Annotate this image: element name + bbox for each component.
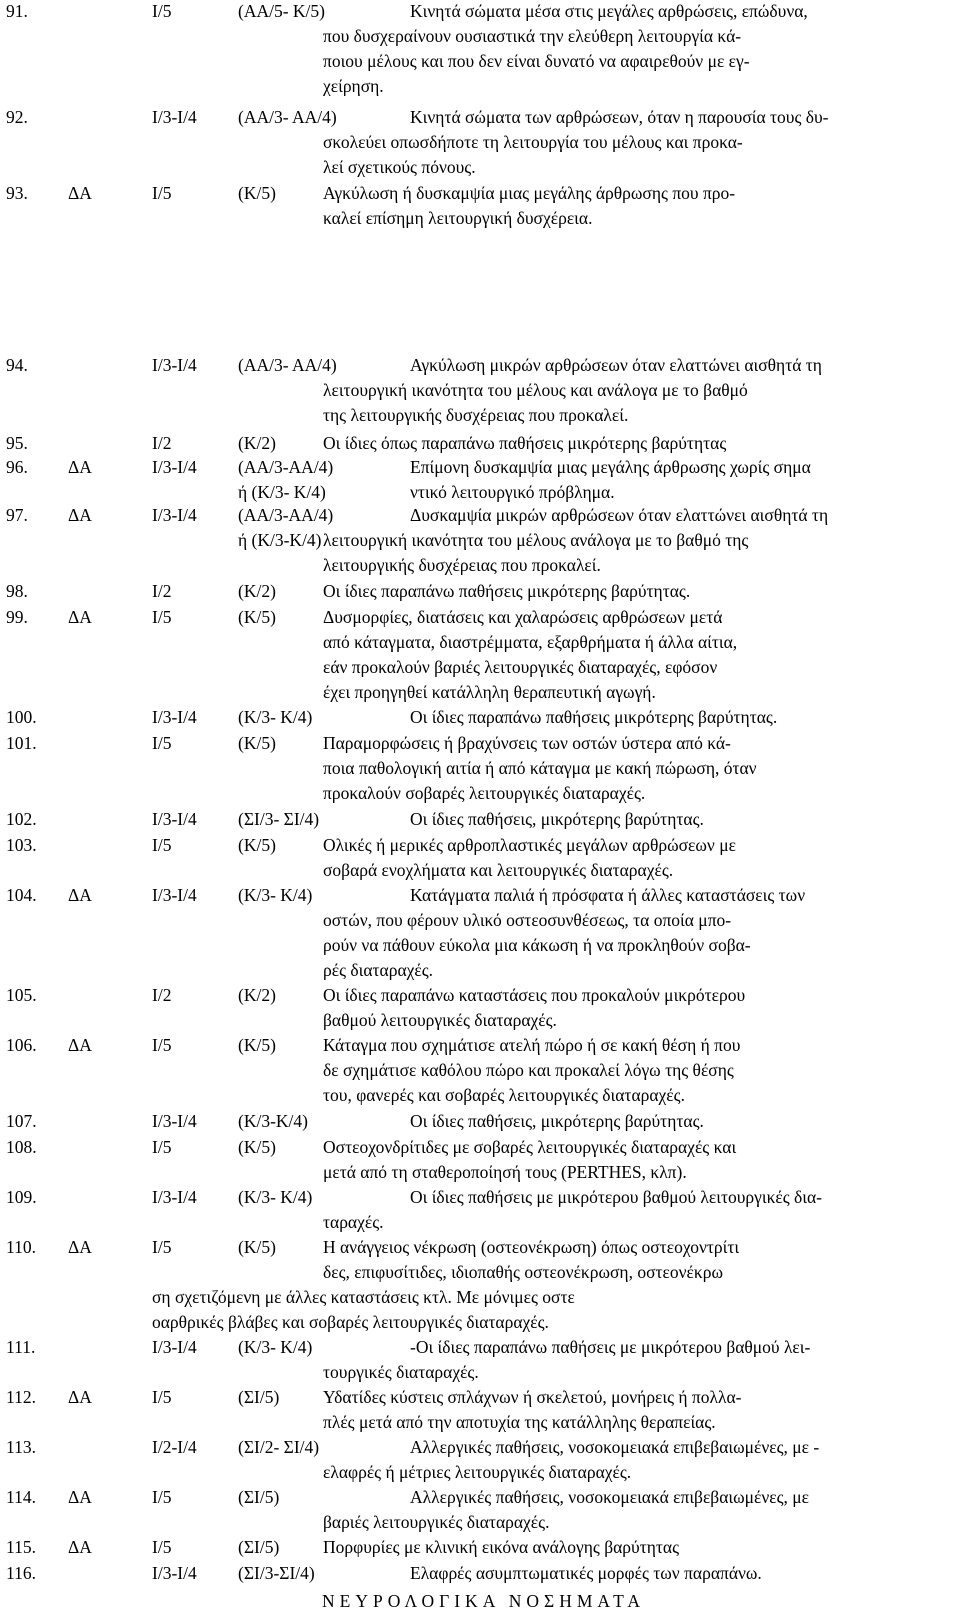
- category-code: (Κ/3-Κ/4): [238, 1111, 308, 1131]
- category-code: (Κ/5): [238, 1237, 276, 1257]
- category-code: (ΑΑ/3-ΑΑ/4): [238, 505, 334, 525]
- description-line: Αλλεργικές παθήσεις, νοσοκομειακά επιβεβαιωμένες, με -: [410, 1437, 820, 1457]
- entry-number: 92.: [6, 107, 28, 127]
- category-code: (ΣΙ/5): [238, 1537, 280, 1557]
- category-code: (Κ/5): [238, 1035, 276, 1055]
- entry-number: 93.: [6, 183, 28, 203]
- description-line: Οι ίδιες παραπάνω παθήσεις μικρότερης βαρύτητας.: [323, 581, 691, 601]
- category-code: (Κ/3- Κ/4): [238, 1337, 313, 1357]
- degree-range: Ι/2: [152, 581, 172, 601]
- description-line: Κινητά σώματα μέσα στις μεγάλες αρθρώσεις, επώδυνα,: [410, 1, 808, 21]
- entry-number: 108.: [6, 1137, 37, 1157]
- description-line: Υδατίδες κύστεις σπλάχνων ή σκελετού, μονήρεις ή πολλα-: [323, 1387, 742, 1407]
- entry-number: 97.: [6, 505, 28, 525]
- category-code-alt: ή (Κ/3- Κ/4): [238, 482, 326, 502]
- description-line: Οι ίδιες παθήσεις με μικρότερου βαθμού λειτουργικές δια-: [410, 1187, 822, 1207]
- degree-range: Ι/5: [152, 733, 172, 753]
- entry-number: 91.: [6, 1, 28, 21]
- entry-number: 114.: [6, 1487, 36, 1507]
- description-line: ρές διαταραχές.: [323, 960, 434, 980]
- description-line: λεί σχετικούς πόνους.: [323, 157, 476, 177]
- disability-marker: ΔΑ: [68, 1237, 92, 1257]
- disability-marker: ΔΑ: [68, 1537, 92, 1557]
- description-line: Οι ίδιες παθήσεις, μικρότερης βαρύτητας.: [410, 809, 704, 829]
- category-code: (Κ/5): [238, 183, 276, 203]
- category-code: (Κ/2): [238, 985, 276, 1005]
- description-line: Παραμορφώσεις ή βραχύνσεις των οστών ύστερα από κά-: [323, 733, 731, 753]
- description-line: Αγκύλωση ή δυσκαμψία μιας μεγάλης άρθρωσης που προ-: [323, 183, 736, 203]
- degree-range: Ι/3-Ι/4: [152, 355, 197, 375]
- category-code: (Κ/3- Κ/4): [238, 707, 313, 727]
- degree-range: Ι/5: [152, 1237, 172, 1257]
- entry-number: 101.: [6, 733, 37, 753]
- category-code: (ΑΑ/3- ΑΑ/4): [238, 107, 337, 127]
- category-code-alt: ή (Κ/3-Κ/4): [238, 530, 322, 550]
- degree-range: Ι/5: [152, 607, 172, 627]
- degree-range: Ι/5: [152, 1487, 172, 1507]
- entry-number: 110.: [6, 1237, 36, 1257]
- category-code: (Κ/3- Κ/4): [238, 885, 313, 905]
- entry-number: 95.: [6, 433, 28, 453]
- disability-marker: ΔΑ: [68, 1387, 92, 1407]
- degree-range: Ι/3-Ι/4: [152, 1111, 197, 1131]
- category-code: (Κ/2): [238, 581, 276, 601]
- description-line: ντικό λειτουργικό πρόβλημα.: [410, 482, 615, 502]
- category-code: (ΣΙ/2- ΣΙ/4): [238, 1437, 320, 1457]
- description-line: χείρηση.: [323, 76, 384, 96]
- description-line: ποιου μέλους και που δεν είναι δυνατό να αφαιρεθούν με εγ-: [323, 51, 750, 71]
- description-line: έχει προηγηθεί κατάλληλη θεραπευτική αγωγή.: [323, 682, 656, 702]
- disability-marker: ΔΑ: [68, 1487, 92, 1507]
- description-line: -Οι ίδιες παραπάνω παθήσεις με μικρότερου βαθμού λει-: [410, 1337, 811, 1357]
- description-line: λειτουργική ικανότητα του μέλους ανάλογα με το βαθμό της: [323, 530, 749, 550]
- degree-range: Ι/5: [152, 1387, 172, 1407]
- entry-number: 103.: [6, 835, 37, 855]
- description-line: τουργικές διαταραχές.: [323, 1362, 479, 1382]
- degree-range: Ι/3-Ι/4: [152, 1563, 197, 1583]
- description-line: Οι ίδιες παθήσεις, μικρότερης βαρύτητας.: [410, 1111, 704, 1131]
- description-line: ελαφρές ή μέτριες λειτουργικές διαταραχές.: [323, 1462, 632, 1482]
- degree-range: Ι/3-Ι/4: [152, 457, 197, 477]
- disability-marker: ΔΑ: [68, 607, 92, 627]
- description-line: Πορφυρίες με κλινική εικόνα ανάλογης βαρύτητας: [323, 1537, 680, 1557]
- description-line: βαθμού λειτουργικές διαταραχές.: [323, 1010, 557, 1030]
- category-code: (ΣΙ/3-ΣΙ/4): [238, 1563, 315, 1583]
- entry-number: 107.: [6, 1111, 37, 1131]
- degree-range: Ι/5: [152, 1035, 172, 1055]
- description-line: Αλλεργικές παθήσεις, νοσοκομειακά επιβεβαιωμένες, με: [410, 1487, 810, 1507]
- description-line: Δυσκαμψία μικρών αρθρώσεων όταν ελαττώνει αισθητά τη: [410, 505, 829, 525]
- description-line: Οστεοχονδρίτιδες με σοβαρές λειτουργικές διαταραχές και: [323, 1137, 737, 1157]
- category-code: (Κ/5): [238, 835, 276, 855]
- category-code: (Κ/5): [238, 733, 276, 753]
- degree-range: Ι/2: [152, 433, 172, 453]
- entry-number: 98.: [6, 581, 28, 601]
- description-line: σοβαρά ενοχλήματα και λειτουργικές διαταραχές.: [323, 860, 674, 880]
- category-code: (ΣΙ/5): [238, 1487, 280, 1507]
- description-line: Αγκύλωση μικρών αρθρώσεων όταν ελαττώνει αισθητά τη: [410, 355, 822, 375]
- description-line: σκολεύει οπωσδήποτε τη λειτουργία του μέλους και προκα-: [323, 132, 743, 152]
- degree-range: Ι/5: [152, 835, 172, 855]
- description-line: Ολικές ή μερικές αρθροπλαστικές μεγάλων αρθρώσεων με: [323, 835, 736, 855]
- description-line: Η ανάγγειος νέκρωση (οστεονέκρωση) όπως οστεοχοντρίτι: [323, 1237, 740, 1257]
- entry-number: 113.: [6, 1437, 36, 1457]
- category-code: (ΣΙ/3- ΣΙ/4): [238, 809, 320, 829]
- entry-number: 99.: [6, 607, 28, 627]
- description-line: βαριές λειτουργικές διαταραχές.: [323, 1512, 550, 1532]
- description-line: εάν προκαλούν βαριές λειτουργικές διαταραχές, εφόσον: [323, 657, 718, 677]
- description-line: ση σχετιζόμενη με άλλες καταστάσεις κτλ. Με μόνιμες οστε: [152, 1287, 575, 1307]
- description-line: οστών, που φέρουν υλικό οστεοσυνθέσεως, τα οποία μπο-: [323, 910, 732, 930]
- description-line: της λειτουργικής δυσχέρειας που προκαλεί.: [323, 405, 629, 425]
- category-code: (ΑΑ/3-ΑΑ/4): [238, 457, 334, 477]
- degree-range: Ι/5: [152, 1537, 172, 1557]
- entry-number: 111.: [6, 1337, 36, 1357]
- description-line: Οι ίδιες παραπάνω παθήσεις μικρότερης βαρύτητας.: [410, 707, 778, 727]
- degree-range: Ι/5: [152, 1137, 172, 1157]
- entry-number: 104.: [6, 885, 37, 905]
- category-code: (ΣΙ/5): [238, 1387, 280, 1407]
- description-line: από κάταγματα, διαστρέμματα, εξαρθρήματα ή άλλα αίτια,: [323, 632, 738, 652]
- degree-range: Ι/2-Ι/4: [152, 1437, 197, 1457]
- category-code: (Κ/5): [238, 1137, 276, 1157]
- description-line: ρούν να πάθουν εύκολα μια κάκωση ή να προκληθούν σοβα-: [323, 935, 751, 955]
- section-heading: ΝΕΥΡΟΛΟΓΙΚΑ ΝΟΣΗΜΑΤΑ: [322, 1591, 646, 1611]
- category-code: (Κ/3- Κ/4): [238, 1187, 313, 1207]
- entry-number: 100.: [6, 707, 37, 727]
- degree-range: Ι/3-Ι/4: [152, 1187, 197, 1207]
- category-code: (Κ/5): [238, 607, 276, 627]
- disability-marker: ΔΑ: [68, 457, 92, 477]
- description-line: ποια παθολογική αιτία ή από κάταγμα με κακή πώρωση, όταν: [323, 758, 757, 778]
- entry-number: 112.: [6, 1387, 36, 1407]
- entry-number: 102.: [6, 809, 37, 829]
- description-line: ταραχές.: [323, 1212, 384, 1232]
- entry-number: 105.: [6, 985, 37, 1005]
- description-line: Κάταγμα που σχημάτισε ατελή πώρο ή σε κακή θέση ή που: [323, 1035, 741, 1055]
- disability-marker: ΔΑ: [68, 505, 92, 525]
- entry-number: 106.: [6, 1035, 37, 1055]
- category-code: (ΑΑ/5- Κ/5): [238, 1, 325, 21]
- disability-marker: ΔΑ: [68, 885, 92, 905]
- category-code: (ΑΑ/3- ΑΑ/4): [238, 355, 337, 375]
- description-line: Οι ίδιες παραπάνω καταστάσεις που προκαλούν μικρότερου: [323, 985, 746, 1005]
- description-line: Κινητά σώματα των αρθρώσεων, όταν η παρουσία τους δυ-: [410, 107, 829, 127]
- description-line: προκαλούν σοβαρές λειτουργικές διαταραχές.: [323, 783, 646, 803]
- degree-range: Ι/3-Ι/4: [152, 885, 197, 905]
- degree-range: Ι/3-Ι/4: [152, 505, 197, 525]
- description-line: Οι ίδιες όπως παραπάνω παθήσεις μικρότερης βαρύτητας: [323, 433, 727, 453]
- description-line: μετά από τη σταθεροποίησή τους (PERTHES, κλπ).: [323, 1162, 687, 1182]
- category-code: (Κ/2): [238, 433, 276, 453]
- degree-range: Ι/3-Ι/4: [152, 107, 197, 127]
- description-line: οαρθρικές βλάβες και σοβαρές λειτουργικές διαταραχές.: [152, 1312, 549, 1332]
- description-line: καλεί επίσημη λειτουργική δυσχέρεια.: [323, 208, 593, 228]
- description-line: Επίμονη δυσκαμψία μιας μεγάλης άρθρωσης χωρίς σημα: [410, 457, 811, 477]
- entry-number: 96.: [6, 457, 28, 477]
- degree-range: Ι/2: [152, 985, 172, 1005]
- disability-marker: ΔΑ: [68, 183, 92, 203]
- entry-number: 109.: [6, 1187, 37, 1207]
- disability-marker: ΔΑ: [68, 1035, 92, 1055]
- description-line: λειτουργικής δυσχέρειας που προκαλεί.: [323, 555, 601, 575]
- description-line: λειτουργική ικανότητα του μέλους και ανάλογα με το βαθμό: [323, 380, 748, 400]
- entry-number: 116.: [6, 1563, 36, 1583]
- description-line: που δυσχεραίνουν ουσιαστικά την ελεύθερη λειτουργία κά-: [323, 26, 742, 46]
- description-line: Κατάγματα παλιά ή πρόσφατα ή άλλες καταστάσεις των: [410, 885, 806, 905]
- entry-number: 115.: [6, 1537, 36, 1557]
- degree-range: Ι/5: [152, 183, 172, 203]
- degree-range: Ι/3-Ι/4: [152, 1337, 197, 1357]
- entry-number: 94.: [6, 355, 28, 375]
- degree-range: Ι/5: [152, 1, 172, 21]
- degree-range: Ι/3-Ι/4: [152, 707, 197, 727]
- description-line: Δυσμορφίες, διατάσεις και χαλαρώσεις αρθρώσεων μετά: [323, 607, 723, 627]
- degree-range: Ι/3-Ι/4: [152, 809, 197, 829]
- description-line: πλές μετά από την αποτυχία της κατάλληλης θεραπείας.: [323, 1412, 716, 1432]
- description-line: δε σχημάτισε καθόλου πώρο και προκαλεί λόγω της θέσης: [323, 1060, 734, 1080]
- description-line: του, φανερές και σοβαρές λειτουργικές διαταραχές.: [323, 1085, 685, 1105]
- description-line: Ελαφρές ασυμπτωματικές μορφές των παραπάνω.: [410, 1563, 762, 1583]
- description-line: δες, επιφυσίτιδες, ιδιοπαθής οστεονέκρωση, οστεονέκρω: [323, 1262, 723, 1282]
